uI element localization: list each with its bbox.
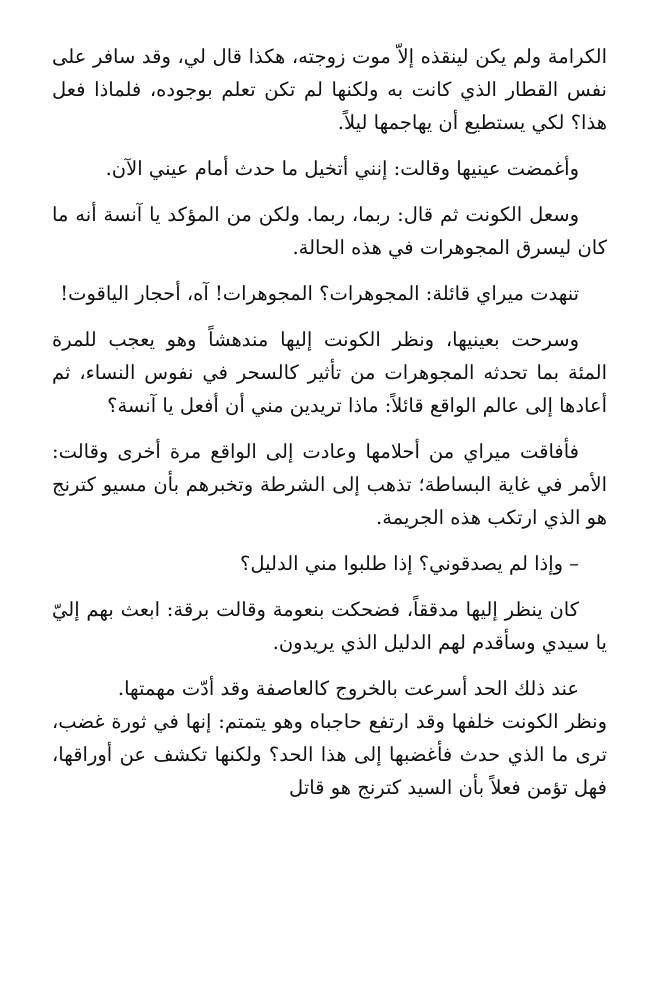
paragraph-6: فأفاقت ميراي من أحلامها وعادت إلى الواقع مرة أخرى وقالت: الأمر في غاية البساطة؛ تذهب إلى الشرطة وتخبرهم بأن مسيو كترنج هو الذي ارتكب هذه الجريمة. — [52, 440, 607, 529]
paragraph-3: وسعل الكونت ثم قال: ربما، ربما. ولكن من المؤكد يا آنسة أنه ما كان ليسرق المجوهرات في هذه الحالة. — [52, 203, 607, 259]
paragraph-2: وأغمضت عينيها وقالت: إنني أتخيل ما حدث أمام عيني الآن. — [105, 157, 579, 180]
paragraph-7-dialog: – وإذا لم يصدقوني؟ إذا طلبوا مني الدليل؟ — [240, 552, 579, 575]
paragraph-9: عند ذلك الحد أسرعت بالخروج كالعاصفة وقد أدّت مهمتها. — [117, 677, 579, 700]
paragraph-1: الكرامة ولم يكن لينقذه إلاّ موت زوجته، هكذا قال لي، وقد سافر على نفس القطار الذي كانت به ولكنها لم تكن تعلم بوجوده، فلماذا فعل هذا؟ لكي يستطيع أن يهاجمها ليلاً. — [52, 45, 607, 134]
paragraph-4: تنهدت ميراي قائلة: المجوهرات؟ المجوهرات! آه، أحجار الياقوت! — [60, 282, 579, 305]
paragraph-10: ونظر الكونت خلفها وقد ارتفع حاجباه وهو يتمتم: إنها في ثورة غضب، ترى ما الذي حدث فأغضبها إلى هذا الحد؟ ولكنها تكشف عن أوراقها، فهل تؤمن فعلاً بأن السيد كترنج هو قاتل — [52, 710, 607, 799]
paragraph-8: كان ينظر إليها مدققاً، فضحكت بنعومة وقالت برقة: ابعث بهم إليّ يا سيدي وسأقدم لهم الدليل الذي يريدون. — [52, 598, 607, 654]
paragraph-5: وسرحت بعينيها، ونظر الكونت إليها مندهشاً وهو يعجب للمرة المئة بما تحدثه المجوهرات من تأثير كالسحر في نفوس النساء، ثم أعادها إلى عالم الواقع قائلاً: ماذا تريدين مني أن أفعل يا آنسة؟ — [52, 328, 607, 417]
book-page — [52, 40, 607, 817]
